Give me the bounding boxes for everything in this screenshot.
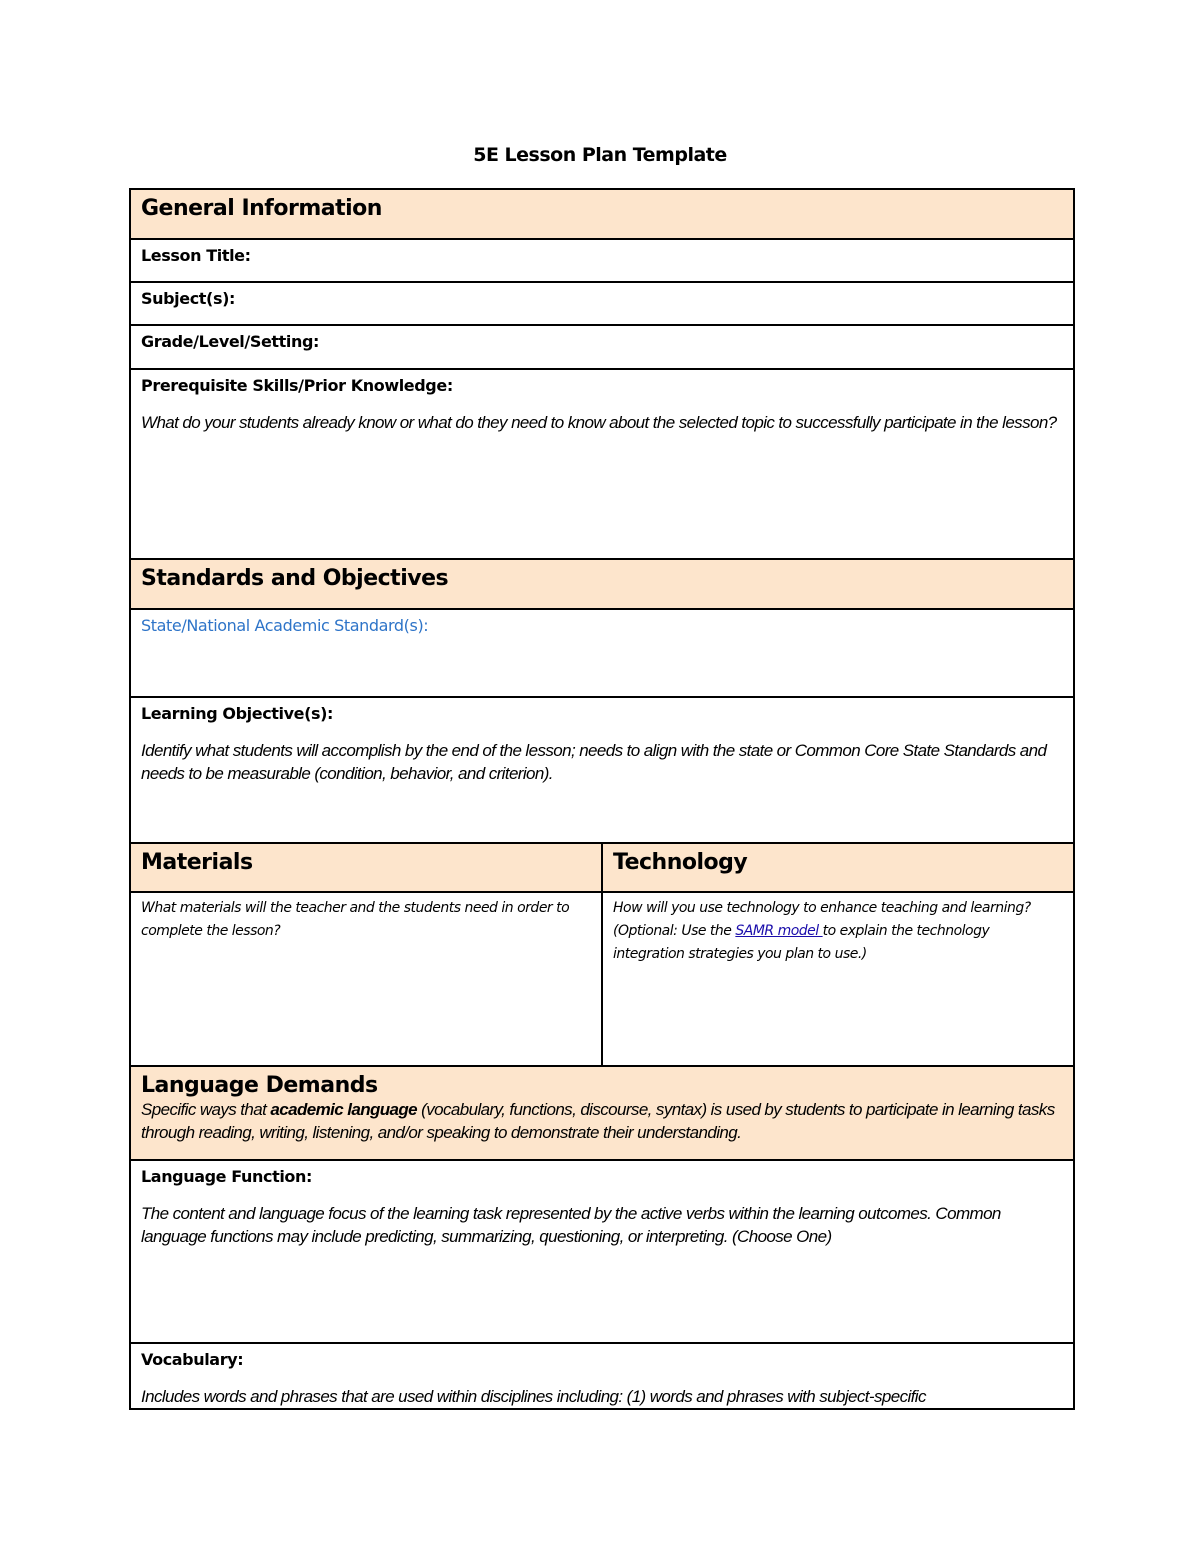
lesson-title-row[interactable] xyxy=(131,240,1073,283)
prereq-label: Prerequisite Skills/Prior Knowledge: xyxy=(141,376,453,395)
standards-row[interactable] xyxy=(131,610,1073,698)
samr-model-link[interactable]: SAMR model xyxy=(735,923,823,939)
section-heading: General Information xyxy=(141,196,382,221)
language-function-label: Language Function: xyxy=(141,1167,313,1186)
general-information-header xyxy=(131,190,1073,240)
lesson-title-label: Lesson Title: xyxy=(141,246,251,265)
language-demands-description: Specific ways that academic language (vocabulary, functions, discourse, syntax) is used by students to participate in learning tasks through reading, writing, listening, and/or speaking to demonstrate their understanding. xyxy=(141,1100,1055,1142)
prereq-prompt: What do your students already know or what do they need to know about the selected topic to successfully participate in the lesson? xyxy=(141,413,1057,432)
document-title: 5E Lesson Plan Template xyxy=(473,144,727,166)
technology-heading: Technology xyxy=(613,850,748,875)
technology-cell[interactable] xyxy=(603,893,1073,1065)
language-demands-header xyxy=(131,1067,1073,1161)
technology-prompt: How will you use technology to enhance teaching and learning? (Optional: Use the SAMR model to explain the technology integration strategies you plan to use.) xyxy=(613,900,1031,962)
section-heading: Standards and Objectives xyxy=(141,566,449,591)
standards-label: State/National Academic Standard(s): xyxy=(141,616,429,635)
grade-row[interactable] xyxy=(131,326,1073,370)
language-function-row[interactable] xyxy=(131,1161,1073,1344)
materials-cell[interactable] xyxy=(131,893,603,1065)
subjects-row[interactable] xyxy=(131,283,1073,326)
section-heading: Language Demands xyxy=(141,1073,378,1098)
grade-label: Grade/Level/Setting: xyxy=(141,332,320,351)
language-function-prompt: The content and language focus of the learning task represented by the active verbs within the learning outcomes. Common language functions may include predicting, summarizing, questioning, or interpreting. (Choose One) xyxy=(141,1204,1001,1246)
standards-header xyxy=(131,560,1073,610)
materials-technology-header xyxy=(131,844,1073,893)
objectives-label: Learning Objective(s): xyxy=(141,704,334,723)
table-bottom-border xyxy=(129,1408,1075,1410)
materials-heading: Materials xyxy=(141,850,253,875)
materials-prompt: What materials will the teacher and the students need in order to complete the lesson? xyxy=(141,900,570,939)
objectives-prompt: Identify what students will accomplish by the end of the lesson; needs to align with the state or Common Core State Standards and needs to be measurable (condition, behavior, and criterion). xyxy=(141,741,1047,783)
prereq-row[interactable] xyxy=(131,370,1073,560)
materials-technology-body xyxy=(131,893,1073,1067)
subjects-label: Subject(s): xyxy=(141,289,235,308)
vocabulary-label: Vocabulary: xyxy=(141,1350,244,1369)
objectives-row[interactable] xyxy=(131,698,1073,844)
vocabulary-prompt: Includes words and phrases that are used within disciplines including: (1) words and phrases with subject-specific xyxy=(141,1387,926,1406)
vocabulary-row[interactable] xyxy=(131,1344,1073,1412)
lesson-plan-table xyxy=(129,188,1075,1410)
